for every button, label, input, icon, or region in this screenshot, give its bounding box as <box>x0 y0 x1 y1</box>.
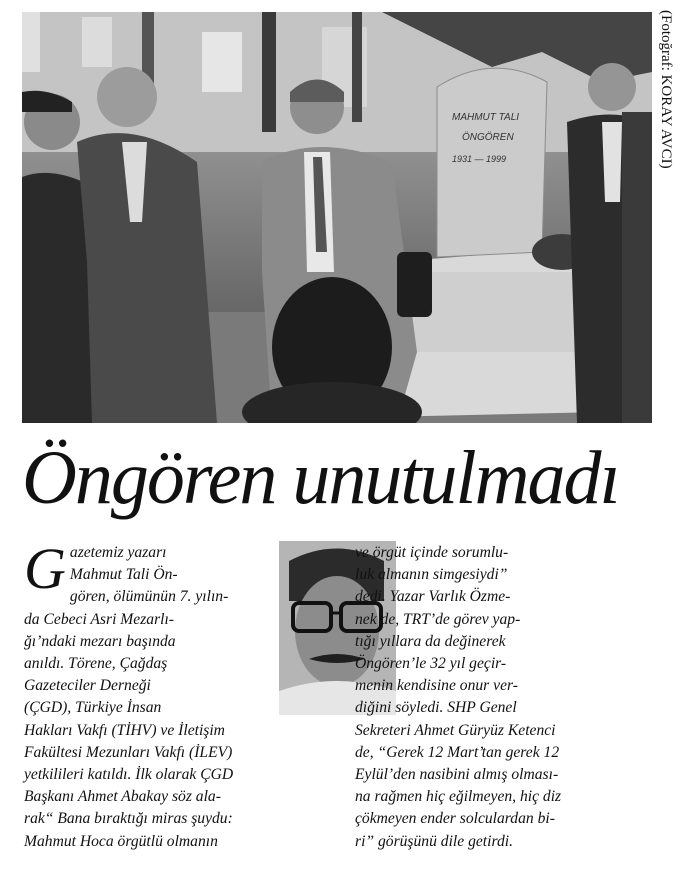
article-line: na rağmen hiç eğilmeyen, hiç diz <box>355 788 562 806</box>
article-line: Öngören’le 32 yıl geçir- <box>355 655 507 673</box>
article-column-2 <box>355 542 655 853</box>
photo-credit-text: (Fotoğraf: KORAY AVCI) <box>658 10 674 169</box>
article-line: Gazeteciler Derneği <box>24 677 151 695</box>
article-line: anıldı. Törene, Çağdaş <box>24 655 168 673</box>
gravestone-name-line1: MAHMUT TALI <box>452 112 520 123</box>
article-line: menin kendisine onur ver- <box>355 677 518 695</box>
gravestone-years: 1931 — 1999 <box>452 154 507 164</box>
article-line: da Cebeci Asri Mezarlı- <box>24 610 174 628</box>
article-line: gören, ölümünün 7. yılın- <box>69 588 229 606</box>
main-photo <box>22 12 652 423</box>
article-line: dedi. Yazar Varlık Özme- <box>355 588 511 606</box>
article-line: nek de, TRT’de görev yap- <box>355 610 521 628</box>
article-line: Sekreteri Ahmet Güryüz Ketenci <box>355 721 556 739</box>
article-line: tığı yıllara da değinerek <box>355 632 506 650</box>
cemetery-scene-image <box>22 12 652 423</box>
article-column-1 <box>24 536 292 853</box>
article-line: (ÇGD), Türkiye İnsan <box>24 699 162 717</box>
article-line: rak“ Bana bıraktığı miras şuydu: <box>24 810 233 828</box>
article-line: Mahmut Tali Ön- <box>69 566 178 584</box>
article-line: Eylül’den nasibini almış olması- <box>355 766 559 784</box>
article-line: ve örgüt içinde sorumlu- <box>355 544 509 561</box>
article-line: Başkanı Ahmet Abakay söz ala- <box>24 788 221 806</box>
article-line: çökmeyen ender solculardan bi- <box>355 810 555 828</box>
drop-cap: G <box>24 536 66 601</box>
article-line: Hakları Vakfı (TİHV) ve İletişim <box>24 721 225 739</box>
article-line: azetemiz yazarı <box>69 544 167 561</box>
article-line: ğı’ndaki mezarı başında <box>24 632 176 650</box>
article-line: luk almanın simgesiydi” <box>355 566 508 584</box>
gravestone-name-line2: ÖNGÖREN <box>462 132 514 143</box>
headline: Öngören unutulmadı <box>22 436 619 520</box>
article-line: yetkilileri katıldı. İlk olarak ÇGD <box>24 766 234 784</box>
article-line: diğini söyledi. SHP Genel <box>355 699 517 717</box>
photo-credit <box>654 10 674 430</box>
article-line: ri” görüşünü dile getirdi. <box>355 832 513 850</box>
article-line: Fakültesi Mezunları Vakfı (İLEV) <box>24 743 233 761</box>
article-line: de, “Gerek 12 Mart’tan gerek 12 <box>355 743 560 761</box>
article-line: Mahmut Hoca örgütlü olmanın <box>24 832 218 850</box>
